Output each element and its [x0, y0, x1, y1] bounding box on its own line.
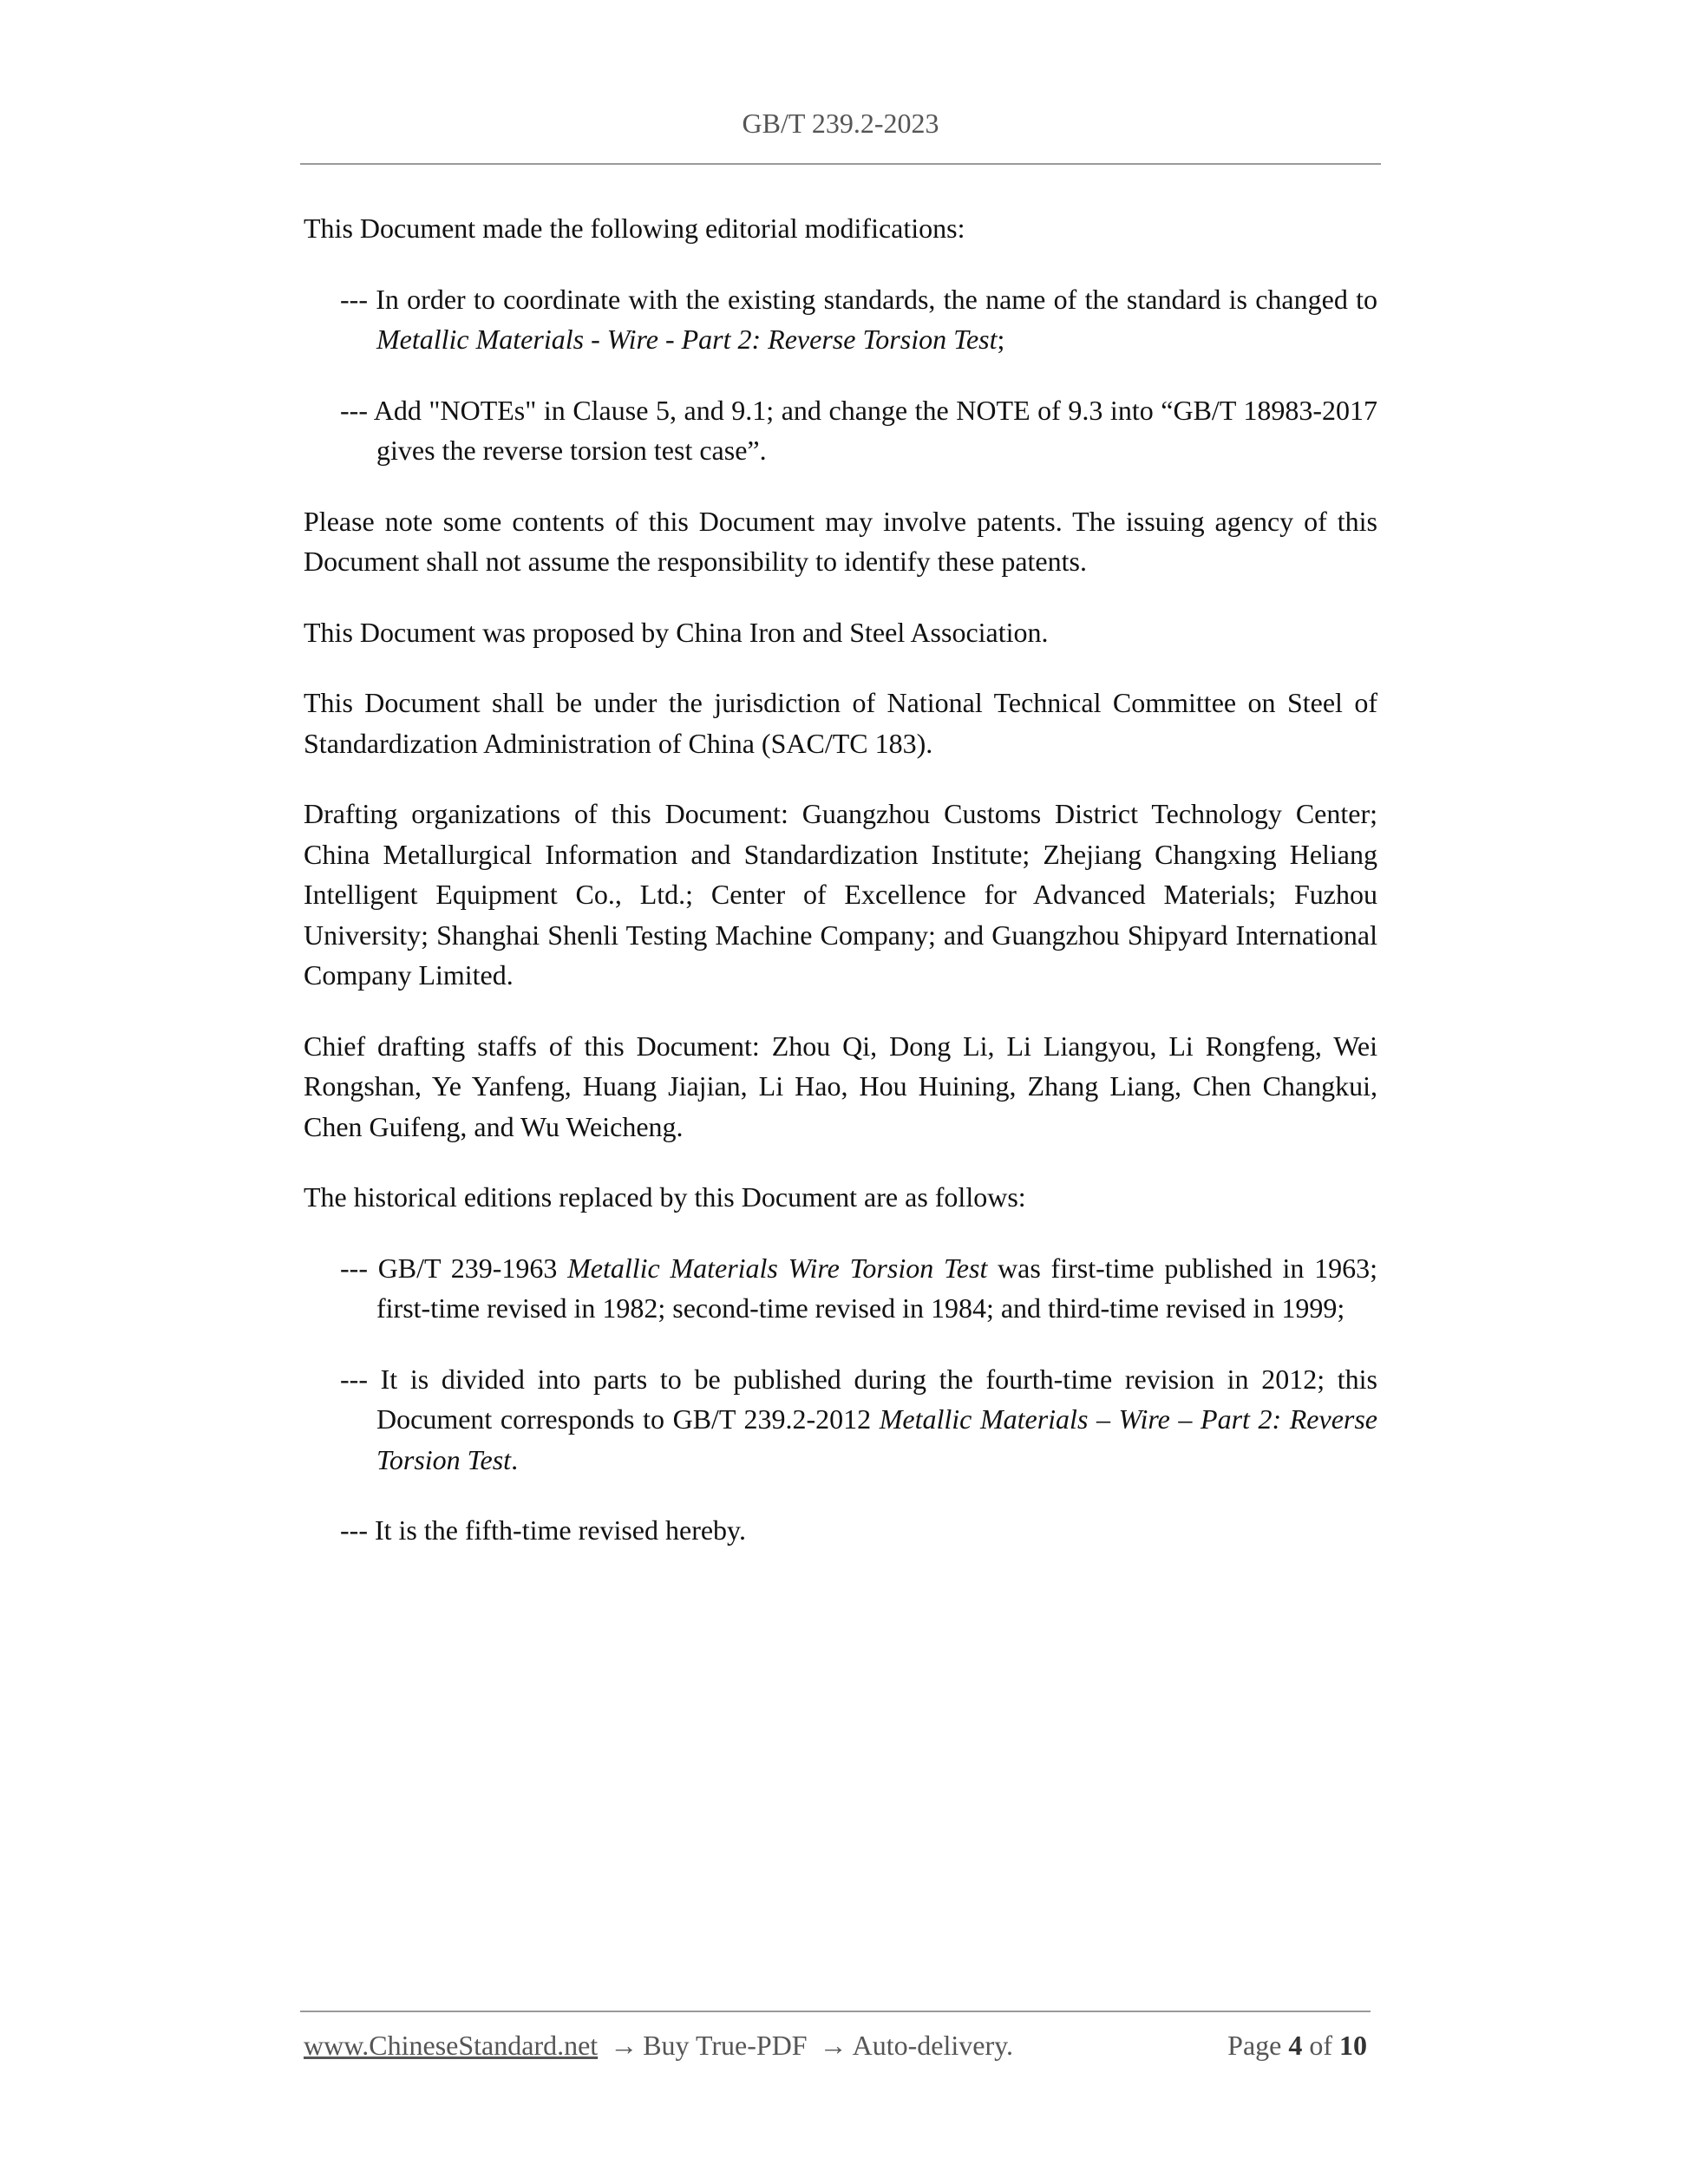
footer-promo — [304, 2030, 1013, 2062]
history-intro-paragraph: The historical editions replaced by this Document are as follows: — [304, 1181, 1026, 1213]
page-header — [300, 108, 1381, 140]
intro-paragraph: This Document made the following editorial modifications: — [304, 213, 965, 244]
history-item-1: --- GB/T 239-1963 Metallic Materials Wire Torsion Test was first-time published in 1963; first-time revised in 1982; second-time revised in 1984; and third-time revised in 1999; — [340, 1252, 1377, 1324]
history-title-2: Metallic Materials – Wire – Part 2: Reverse Torsion Test — [376, 1403, 1378, 1475]
drafting-staff-paragraph: Chief drafting staffs of this Document: Zhou Qi, Dong Li, Li Liangyou, Li Rongfeng, Wei Rongshan, Ye Yanfeng, Huang Jiajian, Li Hao, Hou Huining, Zhang Liang, Chen Changkui, Chen Guifeng, and Wu Weicheng. — [304, 1030, 1377, 1142]
drafting-organizations-paragraph: Drafting organizations of this Document: Guangzhou Customs District Technology Center; China Metallurgical Information and Standardization Institute; Zhejiang Changxing Heliang Intelligent Equipment Co., Ltd.; Center of Excellence for Advanced Materials; Fuzhou University; Shanghai Shenli Testing Machine Company; and Guangzhou Shipyard International Company Limited. — [304, 798, 1377, 991]
document-body — [304, 208, 1377, 1581]
standard-title: Metallic Materials - Wire - Part 2: Reverse Torsion Test — [376, 324, 998, 355]
auto-delivery-text: Auto-delivery. — [852, 2030, 1014, 2061]
proposed-paragraph: This Document was proposed by China Iron and Steel Association. — [304, 616, 1049, 648]
modification-item-2: --- Add "NOTEs" in Clause 5, and 9.1; and change the NOTE of 9.3 into “GB/T 18983-2017 gives the reverse torsion test case”. — [340, 394, 1377, 466]
jurisdiction-paragraph: This Document shall be under the jurisdiction of National Technical Committee on Steel of Standardization Administration of China (SAC/TC 183). — [304, 687, 1377, 759]
modification-item-1: --- In order to coordinate with the existing standards, the name of the standard is changed to Metallic Materials - Wire - Part 2: Reverse Torsion Test; — [340, 283, 1377, 355]
patents-paragraph: Please note some contents of this Document may involve patents. The issuing agency of this Document shall not assume the responsibility to identify these patents. — [304, 505, 1377, 577]
history-item-2: --- It is divided into parts to be published during the fourth-time revision in 2012; this Document corresponds to GB/T 239.2-2012 Metallic Materials – Wire – Part 2: Reverse Torsion Test. — [340, 1363, 1378, 1475]
arrow-right-icon: → — [610, 2030, 638, 2061]
current-page: 4 — [1288, 2030, 1303, 2061]
document-code: GB/T 239.2-2023 — [742, 108, 939, 139]
buy-pdf-text: Buy True-PDF — [643, 2030, 808, 2061]
history-item-3: --- It is the fifth-time revised hereby. — [340, 1514, 746, 1546]
website-link[interactable]: www.ChineseStandard.net — [304, 2030, 599, 2061]
total-pages: 10 — [1339, 2030, 1367, 2061]
page-footer — [304, 2030, 1367, 2062]
footer-divider — [300, 2011, 1371, 2012]
page-number: Page 4 of 10 — [1227, 2030, 1367, 2061]
header-divider — [300, 163, 1381, 165]
arrow-right-icon: → — [819, 2030, 847, 2061]
history-title-1: Metallic Materials Wire Torsion Test — [567, 1252, 988, 1284]
